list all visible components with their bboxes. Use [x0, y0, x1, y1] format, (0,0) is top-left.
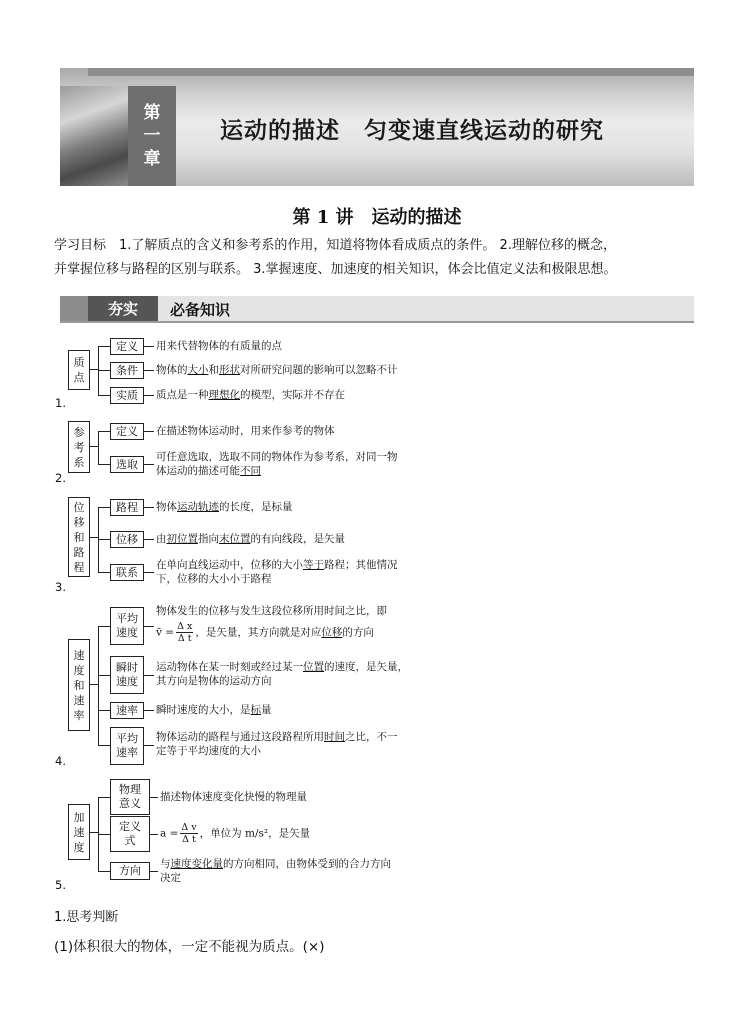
chapter-tab-char: 第: [143, 102, 161, 123]
connector: [150, 797, 158, 798]
underlined-answer: 位移: [321, 626, 343, 639]
connector: [98, 710, 110, 711]
connector: [144, 626, 154, 627]
underlined-answer: 时间: [324, 731, 345, 743]
text-part: 物体: [156, 501, 177, 513]
connector: [144, 346, 154, 347]
connector: [144, 431, 154, 432]
text-part: ，单位为 m/s²，是矢量: [199, 827, 311, 840]
node-text: 用来代替物体的有质量的点: [156, 340, 282, 352]
label-line: 式: [124, 834, 136, 847]
node-text: [156, 730, 398, 758]
node-label: 位移: [110, 531, 144, 548]
node-text: [156, 604, 387, 644]
node-label: [110, 607, 144, 645]
connector: [98, 464, 110, 465]
text-line: 其方向是物体的运动方向: [156, 675, 272, 687]
label-line: 平均: [116, 732, 138, 745]
node-label: [110, 816, 150, 852]
text-part: 物体的: [156, 364, 188, 376]
root-char: 质: [73, 356, 85, 369]
underlined-answer: 末位置: [219, 533, 251, 545]
text-part: 体运动的描述可能: [156, 465, 240, 477]
map-root: [68, 804, 90, 860]
underlined-answer: 初位置: [166, 533, 198, 545]
connector: [144, 395, 154, 396]
chapter-tab: [128, 86, 176, 186]
root-char: 度: [73, 663, 85, 677]
text-part: 对所研究问题的影响可以忽略不计: [240, 364, 398, 376]
think-judge-title: 1.思考判断: [54, 910, 119, 925]
node-label: 条件: [110, 362, 144, 379]
root-char: 路: [73, 545, 85, 559]
root-char: 加: [73, 810, 85, 824]
map-number: 3.: [55, 580, 66, 594]
formula-symbol: v̄ =: [156, 626, 175, 639]
fraction-numerator: Δ x: [177, 621, 193, 632]
text-line: [156, 558, 398, 572]
node-label: 路程: [110, 499, 144, 516]
node-text: 描述物体速度变化快慢的物理量: [160, 791, 307, 803]
text-part: 的长度，是标量: [219, 501, 293, 513]
node-label: [110, 727, 144, 765]
underlined-answer: 大小: [187, 364, 209, 376]
map-number: 2.: [55, 471, 66, 485]
node-text: 在描述物体运动时，用来作参考的物体: [156, 425, 335, 437]
text-part: 量: [261, 704, 272, 716]
connector: [98, 871, 110, 872]
map-root: [68, 421, 90, 473]
node-text: [156, 703, 272, 717]
node-label: 定义: [110, 423, 144, 440]
connector: [150, 871, 158, 872]
connector: [98, 626, 99, 745]
connector: [98, 539, 110, 540]
connector: [90, 684, 98, 685]
underlined-answer: 不同: [240, 465, 261, 477]
goals-line-1: 学习目标 1.了解质点的含义和参考系的作用，知道将物体看成质点的条件。 2.理解位移的概念，: [54, 238, 616, 253]
label-line: 速度: [116, 626, 138, 639]
root-char: 速: [73, 825, 85, 839]
text-part: 的方向相同，由物体受到的合力方向: [223, 858, 391, 870]
learning-goals: [54, 234, 704, 282]
root-char: 考: [73, 440, 85, 454]
text-part: 之比，不一: [345, 731, 398, 743]
connector: [98, 370, 110, 371]
label-line: 定义: [119, 820, 141, 833]
node-text: [160, 857, 391, 885]
underlined-answer: 位置: [303, 661, 324, 673]
root-char: 度: [73, 840, 85, 854]
label-line: 速率: [116, 746, 138, 759]
root-char: 位: [73, 500, 85, 514]
connector: [144, 464, 154, 465]
text-part: 路程；其他情况: [324, 559, 398, 571]
connector: [144, 370, 154, 371]
text-part: 在单向直线运动中，位移的大小: [156, 559, 303, 571]
text-line: [156, 464, 398, 478]
connector: [98, 507, 110, 508]
node-label: 联系: [110, 564, 144, 581]
fraction: [176, 621, 193, 644]
fraction-numerator: Δ v: [181, 822, 197, 833]
node-label: 速率: [110, 702, 144, 719]
section-title: 必备知识: [170, 301, 231, 319]
root-char: 速: [73, 648, 85, 662]
connector: [144, 710, 154, 711]
label-line: 平均: [116, 612, 138, 625]
underlined-answer: 等于: [303, 559, 324, 571]
connector: [144, 507, 154, 508]
connector: [150, 834, 158, 835]
connector: [98, 431, 110, 432]
connector: [144, 572, 154, 573]
text-line: [160, 857, 391, 871]
connector: [90, 369, 98, 370]
root-char: 点: [73, 371, 85, 384]
connector: [98, 797, 110, 798]
connector: [98, 431, 99, 464]
node-label: [110, 656, 144, 694]
chapter-tab-char: 一: [143, 125, 161, 146]
connector: [90, 446, 98, 447]
label-line: 物理: [119, 783, 141, 796]
text-part: 指向: [198, 533, 219, 545]
root-char: 系: [73, 455, 85, 469]
map-number: 4.: [55, 754, 66, 768]
banner-landscape-image: [60, 86, 128, 186]
text-line: [156, 621, 387, 644]
root-char: 和: [73, 530, 85, 544]
label-line: 瞬时: [116, 661, 138, 674]
connector: [144, 675, 154, 676]
map-root: [68, 350, 90, 390]
map-root: [68, 639, 90, 731]
text-part: 与: [160, 858, 171, 870]
connector: [144, 539, 154, 540]
text-line: 物体发生的位移与发生这段位移所用时间之比，即: [156, 605, 387, 617]
node-label: 定义: [110, 338, 144, 355]
root-char: 和: [73, 678, 85, 692]
root-char: 速: [73, 693, 85, 707]
chapter-tab-char: 章: [143, 148, 161, 169]
lecture-title: 第 1 讲 运动的描述: [292, 207, 462, 228]
chapter-title: 运动的描述 匀变速直线运动的研究: [220, 118, 604, 144]
text-line: 可任意选取，选取不同的物体作为参考系，对同一物: [156, 451, 398, 463]
underlined-answer: 形状: [219, 364, 240, 376]
node-text: [156, 660, 408, 688]
map-root: [68, 497, 90, 577]
judge-question-1: (1)体积很大的物体，一定不能视为质点。(×): [54, 939, 325, 955]
node-label: [110, 779, 150, 815]
text-line: 决定: [160, 872, 181, 884]
underlined-answer: 标: [250, 704, 261, 716]
text-part: 由: [156, 533, 167, 545]
text-part: 运动物体在某一时刻或经过某一: [156, 661, 303, 673]
node-text: [156, 363, 398, 377]
text-part: 物体运动的路程与通过这段路程所用: [156, 731, 324, 743]
connector: [98, 834, 110, 835]
node-text: [156, 388, 345, 402]
text-part: 质点是一种: [156, 389, 209, 401]
text-part: 瞬时速度的大小，是: [156, 704, 251, 716]
connector: [98, 675, 110, 676]
text-part: 的方向: [342, 626, 374, 639]
connector: [98, 346, 110, 347]
text-part: 的模型，实际并不存在: [240, 389, 345, 401]
map-number: 5.: [55, 878, 66, 892]
text-part: 的速度，是矢量，: [324, 661, 408, 673]
underlined-answer: 运动轨迹: [177, 501, 219, 513]
node-label: 实质: [110, 387, 144, 404]
banner-stripe: [88, 68, 694, 76]
fraction-denominator: Δ t: [182, 834, 196, 845]
underlined-answer: 速度变化量: [170, 858, 223, 870]
label-line: 速度: [116, 675, 138, 688]
connector: [98, 572, 110, 573]
text-part: ，是矢量，其方向就是对应: [195, 626, 322, 639]
section-header-lead: [60, 296, 88, 321]
text-line: 定等于平均速度的大小: [156, 745, 261, 757]
label-line: 意义: [119, 797, 141, 810]
fraction: [180, 822, 197, 845]
connector: [98, 745, 110, 746]
goals-line-2: 并掌握位移与路程的区别与联系。 3.掌握速度、加速度的相关知识，体会比值定义法和极限思想。: [54, 262, 617, 277]
fraction-denominator: Δ t: [177, 633, 192, 644]
root-char: 率: [73, 708, 85, 722]
node-label: 方向: [110, 862, 150, 880]
text-line: [156, 730, 398, 744]
node-text: [160, 822, 310, 845]
text-line: [156, 660, 408, 674]
root-char: 移: [73, 515, 85, 529]
root-char: 程: [73, 560, 85, 574]
text-part: 和: [208, 364, 219, 376]
text-line: 下，位移的大小小于路程: [156, 573, 272, 585]
connector: [90, 832, 98, 833]
text-part: 的有向线段，是矢量: [250, 533, 345, 545]
node-text: [156, 500, 293, 514]
node-text: [156, 450, 398, 478]
root-char: 参: [73, 425, 85, 439]
connector: [90, 537, 98, 538]
node-label: 选取: [110, 456, 144, 473]
node-text: [156, 532, 345, 546]
connector: [98, 626, 110, 627]
connector: [98, 395, 110, 396]
connector: [144, 745, 154, 746]
map-number: 1.: [55, 396, 66, 410]
node-text: [156, 558, 398, 586]
formula-symbol: a =: [160, 827, 179, 840]
section-tab: 夯实: [88, 296, 158, 321]
underlined-answer: 理想化: [208, 389, 240, 401]
